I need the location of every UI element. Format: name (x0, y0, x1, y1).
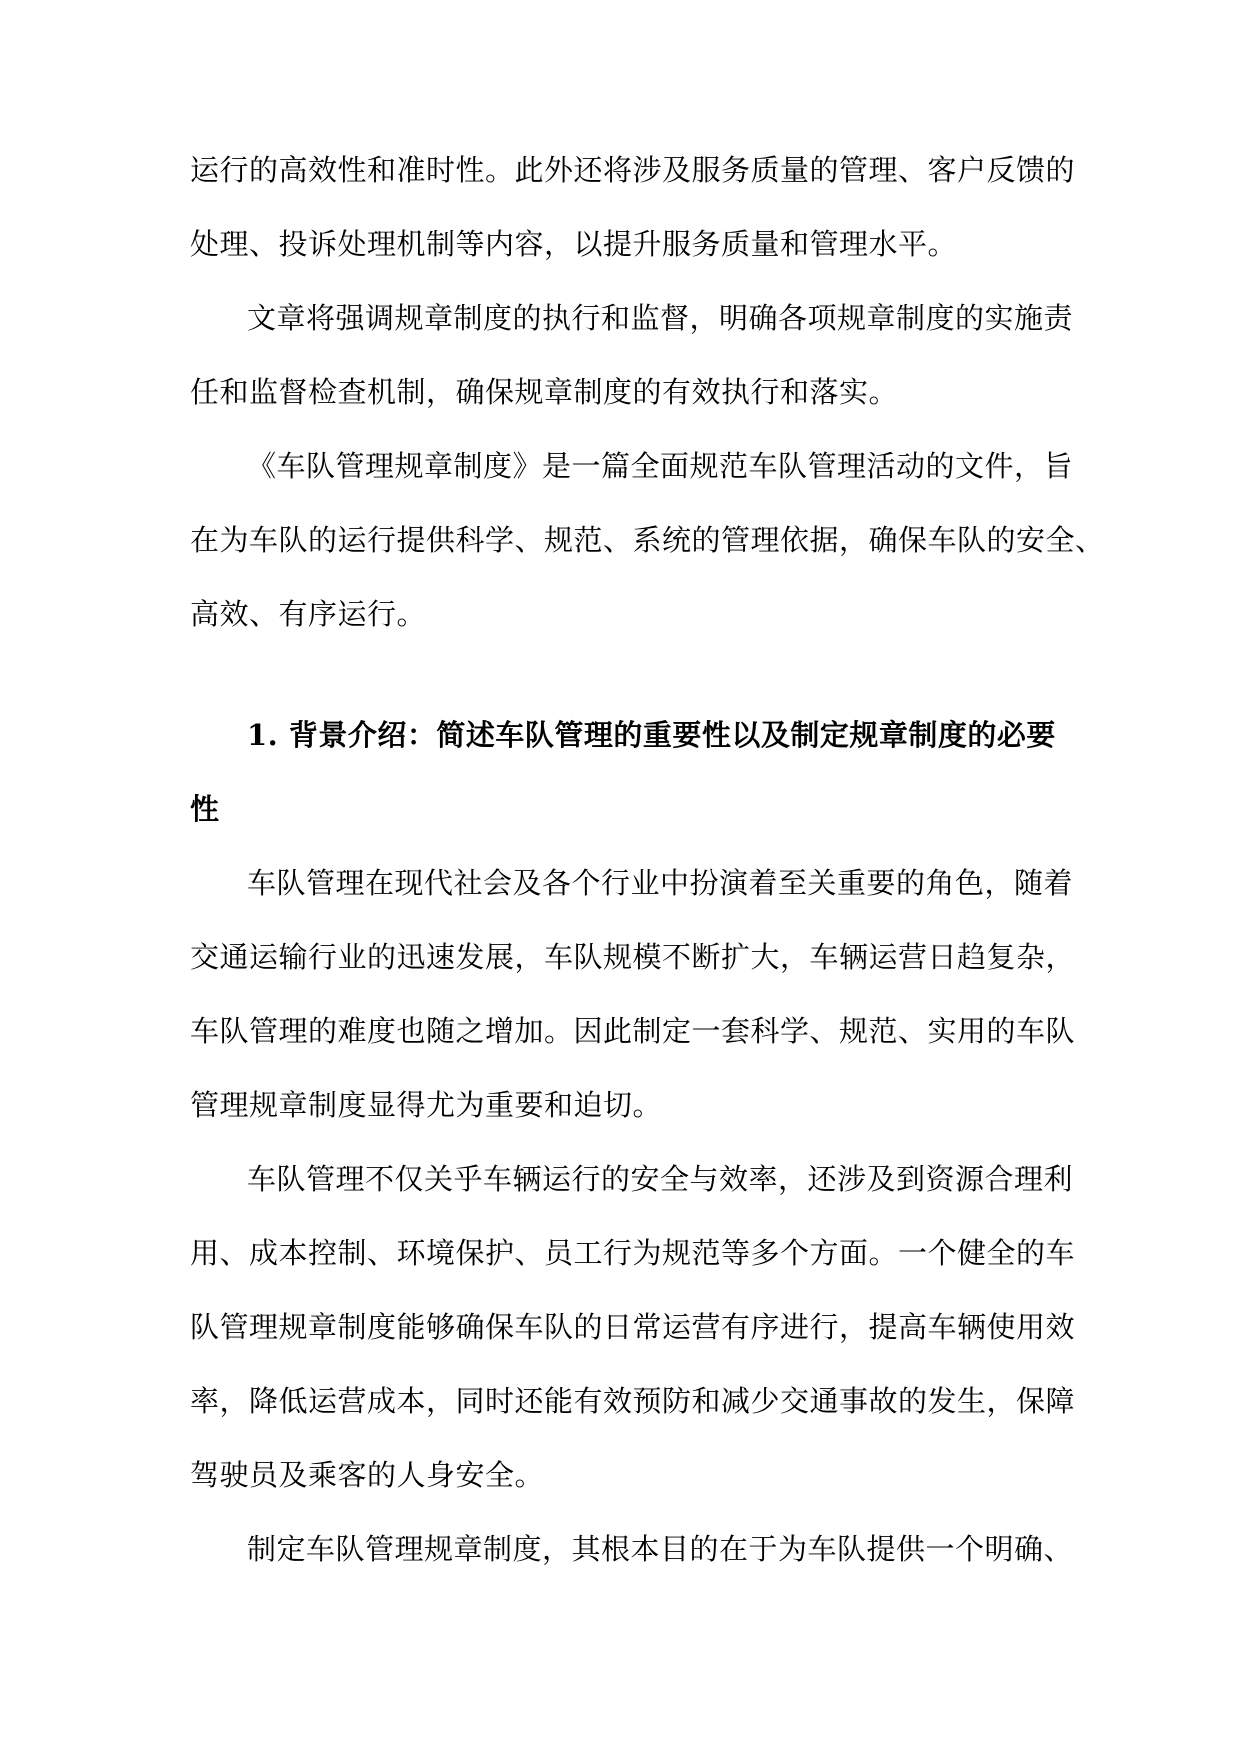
paragraph-line: 率，降低运营成本，同时还能有效预防和减少交通事故的发生，保障 (190, 1384, 1076, 1418)
paragraph-line: 任和监督检查机制，确保规章制度的有效执行和落实。 (190, 375, 899, 409)
paragraph-line: 在为车队的运行提供科学、规范、系统的管理依据，确保车队的安全、 (190, 523, 1105, 557)
paragraph-line: 交通运输行业的迅速发展，车队规模不断扩大，车辆运营日趋复杂， (190, 940, 1076, 974)
paragraph-line: 制定车队管理规章制度，其根本目的在于为车队提供一个明确、 (247, 1532, 1074, 1566)
section-heading: 1. 背景介绍：简述车队管理的重要性以及制定规章制度的必要 (247, 718, 1056, 752)
paragraph-line: 车队管理在现代社会及各个行业中扮演着至关重要的角色，随着 (247, 866, 1074, 900)
paragraph-line: 车队管理的难度也随之增加。因此制定一套科学、规范、实用的车队 (190, 1014, 1076, 1048)
paragraph-line: 处理、投诉处理机制等内容，以提升服务质量和管理水平。 (190, 227, 958, 261)
paragraph-line: 队管理规章制度能够确保车队的日常运营有序进行，提高车辆使用效 (190, 1310, 1076, 1344)
paragraph-line: 文章将强调规章制度的执行和监督，明确各项规章制度的实施责 (247, 301, 1074, 335)
section-heading-continuation: 性 (190, 792, 220, 826)
paragraph-line: 驾驶员及乘客的人身安全。 (190, 1458, 545, 1492)
paragraph-line: 高效、有序运行。 (190, 597, 427, 631)
paragraph-line: 运行的高效性和准时性。此外还将涉及服务质量的管理、客户反馈的 (190, 153, 1076, 187)
paragraph-line: 用、成本控制、环境保护、员工行为规范等多个方面。一个健全的车 (190, 1236, 1076, 1270)
paragraph-line: 车队管理不仅关乎车辆运行的安全与效率，还涉及到资源合理利 (247, 1162, 1074, 1196)
paragraph-line: 管理规章制度显得尤为重要和迫切。 (190, 1088, 663, 1122)
paragraph-line: 《车队管理规章制度》是一篇全面规范车队管理活动的文件，旨 (247, 449, 1074, 483)
